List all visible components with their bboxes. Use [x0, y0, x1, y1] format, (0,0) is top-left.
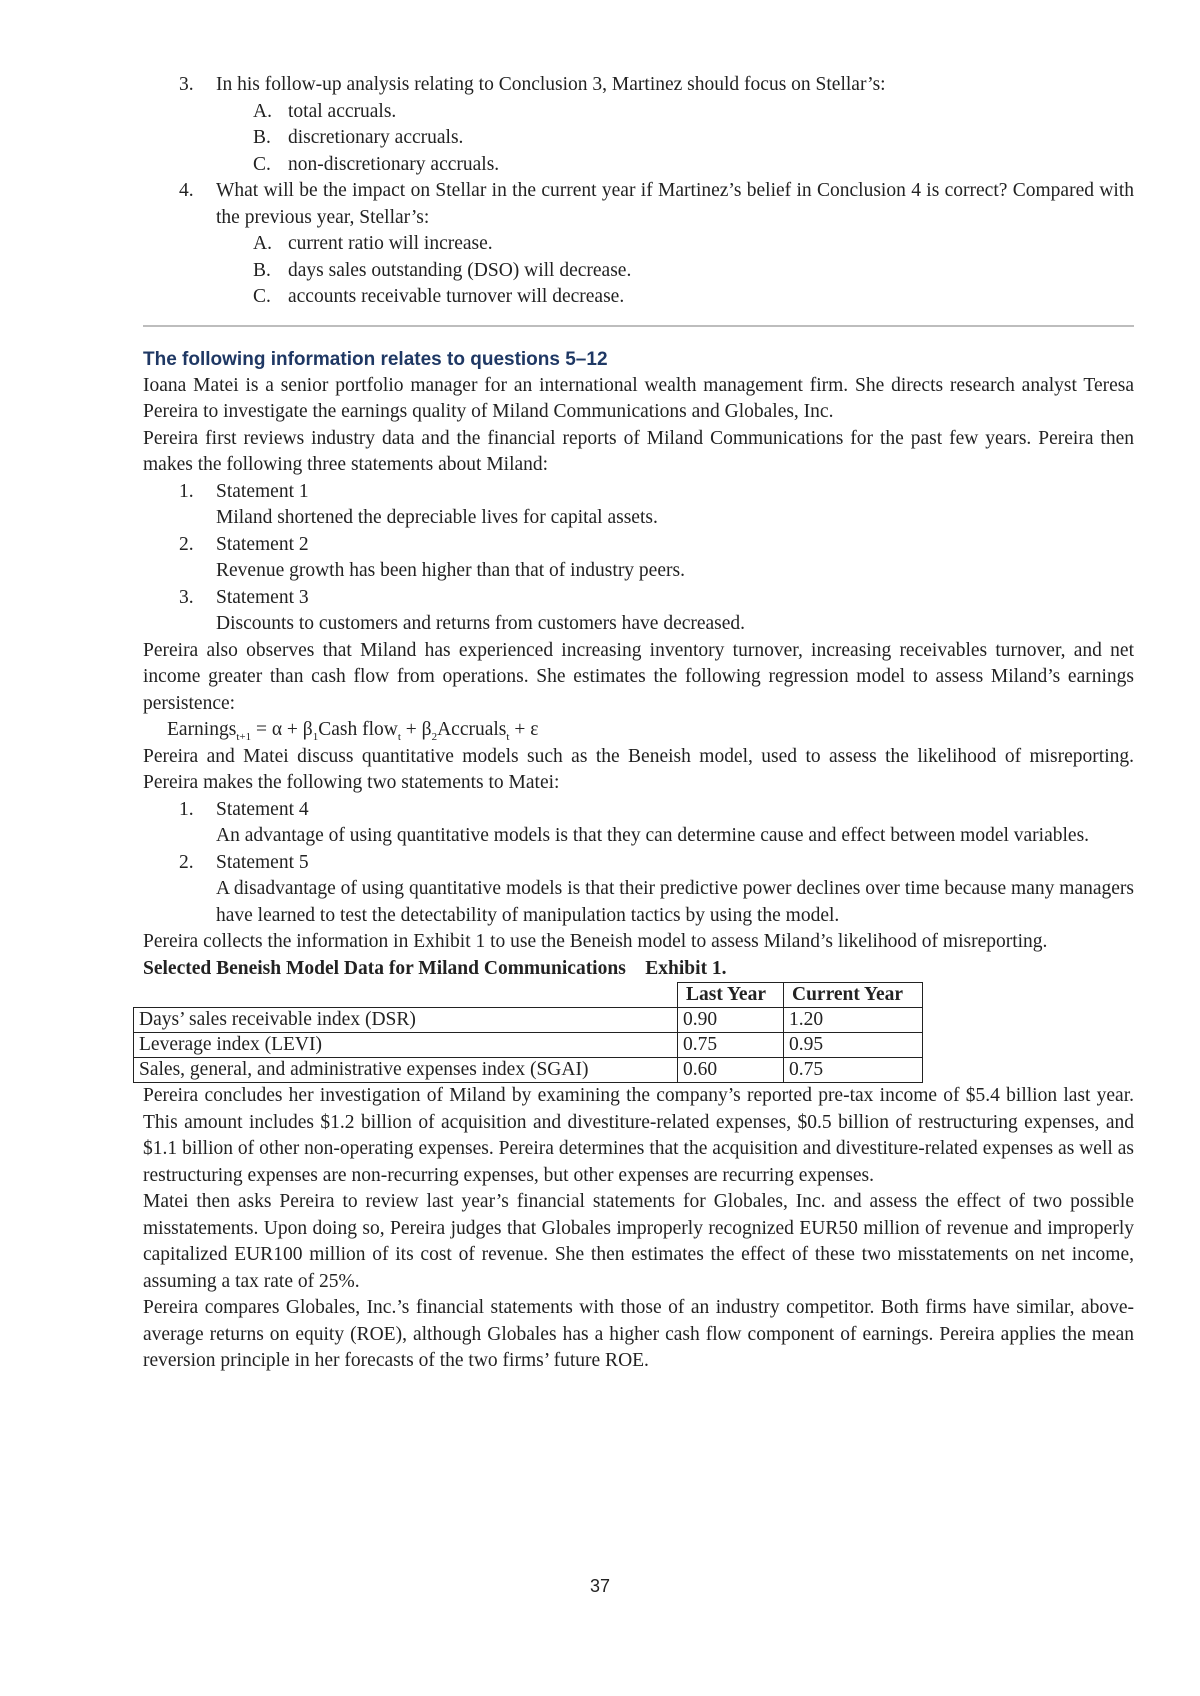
statement-label: Statement 4: [216, 798, 309, 820]
paragraph: Pereira first reviews industry data and the financial reports of Miland Communications for the past few years. Pereira then makes the following three statements about Miland:: [143, 427, 1134, 475]
cell-current-year: 0.95: [784, 1033, 923, 1058]
option-a: [143, 231, 1134, 258]
question-3: [143, 72, 1134, 99]
question-4: [143, 178, 1134, 231]
cell-current-year: 1.20: [784, 1008, 923, 1033]
eq-part: + β: [400, 719, 432, 740]
option-c: [143, 152, 1134, 179]
statement-2: [143, 532, 1134, 559]
col-header-current-year: Current Year: [784, 983, 923, 1008]
statement-text: A disadvantage of using quantitative models is that their predictive power declines over time because many managers have learned to test the detectability of manipulation tactics by using the model.: [216, 878, 1134, 926]
table-header-row: [134, 983, 923, 1008]
option-letter: A.: [253, 100, 272, 122]
paragraph: Pereira and Matei discuss quantitative models such as the Beneish model, used to assess the likelihood of misreporting. Pereira makes the following two statements to Matei:: [143, 745, 1134, 793]
question-stem: In his follow-up analysis relating to Conclusion 3, Martinez should focus on Stellar’s:: [216, 74, 886, 95]
exhibit-title: Selected Beneish Model Data for Miland Communications Exhibit 1.: [143, 957, 727, 979]
statement-4: [143, 797, 1134, 824]
paragraph: Matei then asks Pereira to review last year’s financial statements for Globales, Inc. and assess the effect of two possible misstatements. Upon doing so, Pereira judges that Globales improperly recognized EUR50 million of revenue and improperly capitalized EUR100 million of its cost of revenue. She then estimates the effect of these two misstatements on net income, assuming a tax rate of 25%.: [143, 1191, 1134, 1292]
cell-last-year: 0.90: [678, 1008, 784, 1033]
row-label: Leverage index (LEVI): [134, 1033, 678, 1058]
eq-part: Accruals: [437, 719, 507, 740]
eq-sub: 1: [312, 730, 319, 743]
question-stem: What will be the impact on Stellar in the current year if Martinez’s belief in Conclusion 4 is correct? Compared with the previous year, Stellar’s:: [216, 180, 1134, 228]
table-row: [134, 1008, 923, 1033]
section-heading: The following information relates to questions 5–12: [143, 348, 608, 370]
document-page: [139, 72, 1134, 1375]
option-letter: B.: [253, 259, 271, 281]
eq-part: Cash flow: [318, 719, 398, 740]
option-text: days sales outstanding (DSO) will decrease.: [288, 259, 632, 281]
option-text: current ratio will increase.: [288, 233, 493, 254]
option-text: accounts receivable turnover will decrease.: [288, 286, 625, 307]
eq-sub: 2: [431, 730, 438, 743]
option-letter: C.: [253, 153, 271, 175]
paragraph: Ioana Matei is a senior portfolio manager for an international wealth management firm. She directs research analyst Teresa Pereira to investigate the earnings quality of Miland Communications and Globales, Inc.: [143, 374, 1134, 422]
row-label: Days’ sales receivable index (DSR): [134, 1008, 678, 1033]
option-letter: B.: [253, 127, 271, 148]
statement-number: 3.: [179, 586, 194, 608]
eq-part: + ε: [509, 719, 539, 740]
paragraph: Pereira also observes that Miland has experienced increasing inventory turnover, increasing receivables turnover, and net income greater than cash flow from operations. She estimates the following regression model to assess Miland’s earnings persistence:: [143, 639, 1134, 714]
eq-sub: t+1: [236, 730, 252, 743]
statement-text: An advantage of using quantitative models is that they can determine cause and effect between model variables.: [216, 825, 1090, 846]
page-number: 37: [589, 1576, 611, 1596]
statement-5: [143, 850, 1134, 877]
statement-number: 2.: [179, 533, 194, 555]
option-letter: C.: [253, 286, 271, 307]
paragraph: Pereira compares Globales, Inc.’s financial statements with those of an industry competitor. Both firms have similar, above-average returns on equity (ROE), although Globales has a higher cash flow component of earnings. Pereira applies the mean reversion principle in her forecasts of the two firms’ future ROE.: [143, 1297, 1134, 1371]
eq-sub: t: [397, 730, 401, 743]
option-c: [143, 284, 1134, 311]
statement-3: [143, 585, 1134, 612]
statement-label: Statement 1: [216, 480, 309, 502]
cell-current-year: 0.75: [784, 1058, 923, 1083]
statement-number: 1.: [179, 480, 194, 502]
option-text: non-discretionary accruals.: [288, 153, 500, 175]
statement-label: Statement 2: [216, 533, 309, 555]
col-header-last-year: Last Year: [678, 983, 784, 1008]
option-letter: A.: [253, 233, 272, 254]
option-b: [143, 258, 1134, 285]
statement-number: 2.: [179, 851, 194, 873]
option-text: total accruals.: [288, 100, 397, 122]
regression-equation: [143, 717, 1134, 744]
paragraph: Pereira concludes her investigation of Miland by examining the company’s reported pre-tax income of $5.4 billion last year. This amount includes $1.2 billion of acquisition and divestiture-related expenses, $0.5 billion of restructuring expenses, and $1.1 billion of other non-operating expenses. Pereira determines that the acquisition and divestiture-related expenses as well as restructuring expenses are non-recurring expenses, but other expenses are recurring expenses.: [143, 1085, 1134, 1186]
table-header-blank: [134, 983, 678, 1008]
question-4-options: [143, 231, 1134, 311]
option-a: [143, 99, 1134, 126]
eq-part: = α + β: [251, 719, 313, 740]
question-3-options: [143, 99, 1134, 179]
cell-last-year: 0.60: [678, 1058, 784, 1083]
option-text: discretionary accruals.: [288, 127, 464, 148]
question-number: 4.: [179, 180, 194, 201]
cell-last-year: 0.75: [678, 1033, 784, 1058]
statement-text: Revenue growth has been higher than that of industry peers.: [216, 560, 685, 581]
table-row: [134, 1058, 923, 1083]
question-number: 3.: [179, 74, 194, 95]
table-row: [134, 1033, 923, 1058]
paragraph: Pereira collects the information in Exhibit 1 to use the Beneish model to assess Miland’s likelihood of misreporting.: [143, 931, 1048, 952]
exhibit-table: [133, 982, 923, 1083]
row-label: Sales, general, and administrative expenses index (SGAI): [134, 1058, 678, 1083]
statement-label: Statement 3: [216, 586, 309, 608]
eq-part: Earnings: [167, 719, 237, 740]
eq-sub: t: [506, 730, 510, 743]
statement-label: Statement 5: [216, 851, 309, 873]
statement-1: [143, 479, 1134, 506]
statement-text: Miland shortened the depreciable lives for capital assets.: [216, 507, 658, 528]
option-b: [143, 125, 1134, 152]
statement-number: 1.: [179, 798, 194, 820]
section-divider: [143, 325, 1134, 327]
statement-text: Discounts to customers and returns from customers have decreased.: [216, 613, 746, 634]
